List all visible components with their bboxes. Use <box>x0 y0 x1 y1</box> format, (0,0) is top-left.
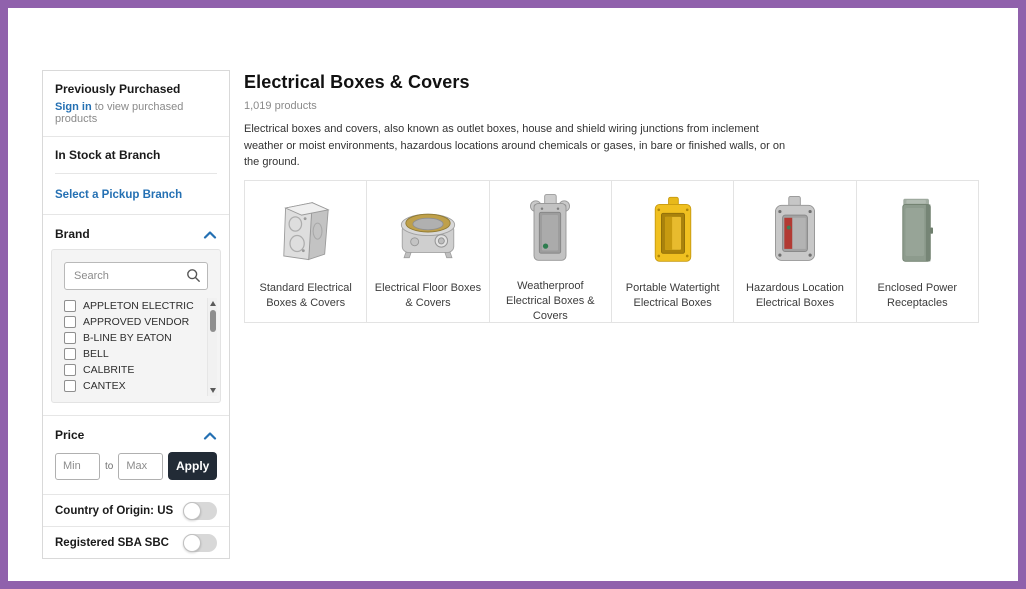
brand-option-label: BELL <box>83 348 109 360</box>
category-label: Enclosed Power Receptacles <box>877 282 958 309</box>
checkbox-icon[interactable] <box>64 380 76 392</box>
brand-option-list <box>64 298 208 394</box>
in-stock-title: In Stock at Branch <box>55 148 161 162</box>
brand-option-appleton-electric[interactable] <box>64 298 194 314</box>
filter-sidebar <box>42 70 230 559</box>
sign-in-line <box>55 101 217 125</box>
brand-option-label: CALBRITE <box>83 364 135 376</box>
category-card-portable-watertight-boxes[interactable] <box>611 181 733 322</box>
price-collapse-button[interactable] <box>203 431 217 440</box>
brand-list-scrollbar[interactable] <box>207 298 217 396</box>
price-to-label: to <box>105 460 114 472</box>
category-card-enclosed-power-receptacles[interactable] <box>856 181 978 322</box>
brand-option-label: CANTEX <box>83 380 126 392</box>
standard-electrical-box-image <box>261 191 351 273</box>
brand-option-approved-vendor[interactable] <box>64 314 194 330</box>
scrollbar-thumb[interactable] <box>210 310 216 332</box>
price-facet-title: Price <box>55 428 85 442</box>
price-max-input[interactable] <box>118 453 163 480</box>
previously-purchased-section <box>43 71 229 136</box>
checkbox-icon[interactable] <box>64 316 76 328</box>
category-card-weatherproof-electrical-boxes[interactable] <box>489 181 611 322</box>
toggle-knob <box>183 502 201 520</box>
weatherproof-electrical-box-image <box>505 191 595 271</box>
price-min-input[interactable] <box>55 453 100 480</box>
brand-facet-title: Brand <box>55 227 90 241</box>
in-stock-section <box>43 137 229 173</box>
brand-option-bell[interactable] <box>64 346 194 362</box>
category-card-electrical-floor-boxes[interactable] <box>366 181 488 322</box>
brand-facet-header[interactable] <box>51 225 221 249</box>
scroll-down-icon[interactable] <box>210 388 216 393</box>
price-facet-header[interactable] <box>55 426 217 450</box>
brand-filter-box <box>51 249 221 403</box>
page-title: Electrical Boxes & Covers <box>244 72 470 92</box>
price-facet <box>43 415 229 494</box>
country-of-origin-toggle[interactable] <box>183 502 217 520</box>
category-card-hazardous-location-boxes[interactable] <box>733 181 855 322</box>
brand-option-label: APPROVED VENDOR <box>83 316 190 328</box>
pickup-branch-section <box>43 174 229 214</box>
checkbox-icon[interactable] <box>64 364 76 376</box>
toggle-knob <box>183 534 201 552</box>
brand-option-calbrite[interactable] <box>64 362 194 378</box>
price-input-row <box>55 452 217 480</box>
subcategory-grid <box>244 180 979 323</box>
enclosed-power-receptacle-image <box>872 191 962 273</box>
portable-watertight-box-image <box>628 191 718 273</box>
checkbox-icon[interactable] <box>64 300 76 312</box>
chevron-up-icon <box>203 428 217 443</box>
category-label: Electrical Floor Boxes & Covers <box>374 282 482 309</box>
brand-collapse-button[interactable] <box>203 230 217 239</box>
electrical-floor-box-image <box>383 191 473 273</box>
registered-sba-sbc-label: Registered SBA SBC <box>55 536 169 549</box>
brand-option-label: B-LINE BY EATON <box>83 332 172 344</box>
registered-sba-sbc-toggle[interactable] <box>183 534 217 552</box>
registered-sba-sbc-row <box>43 526 229 558</box>
category-label: Weatherproof Electrical Boxes & Covers <box>505 280 595 322</box>
brand-option-cantex[interactable] <box>64 378 194 394</box>
brand-facet <box>43 214 229 415</box>
chevron-up-icon <box>203 227 217 242</box>
category-label: Standard Electrical Boxes & Covers <box>259 282 352 309</box>
category-description: Electrical boxes and covers, also known as outlet boxes, house and shield wiring junctions from inclement weather or moist environments, hazardous locations around chemicals or gases, in bare or finished walls, or on the ground. <box>244 123 786 168</box>
product-count: 1,019 products <box>244 100 317 112</box>
category-header <box>244 72 989 171</box>
checkbox-icon[interactable] <box>64 348 76 360</box>
sign-in-suffix: to view purchased products <box>55 101 184 125</box>
scroll-up-icon[interactable] <box>210 301 216 306</box>
category-label: Portable Watertight Electrical Boxes <box>625 282 720 309</box>
country-of-origin-row <box>43 494 229 526</box>
search-icon <box>186 268 201 288</box>
select-pickup-branch-link[interactable]: Select a Pickup Branch <box>55 189 183 201</box>
category-label: Hazardous Location Electrical Boxes <box>746 282 844 309</box>
category-card-standard-electrical-boxes[interactable] <box>245 181 366 322</box>
country-of-origin-label: Country of Origin: US <box>55 504 174 517</box>
price-apply-button[interactable]: Apply <box>168 452 217 480</box>
brand-search-wrap <box>64 262 208 290</box>
sign-in-link[interactable]: Sign in <box>55 101 92 113</box>
brand-option-b-line-by-eaton[interactable] <box>64 330 194 346</box>
hazardous-location-box-image <box>750 191 840 273</box>
brand-option-label: APPLETON ELECTRIC <box>83 300 194 312</box>
previously-purchased-title: Previously Purchased <box>55 82 181 96</box>
checkbox-icon[interactable] <box>64 332 76 344</box>
